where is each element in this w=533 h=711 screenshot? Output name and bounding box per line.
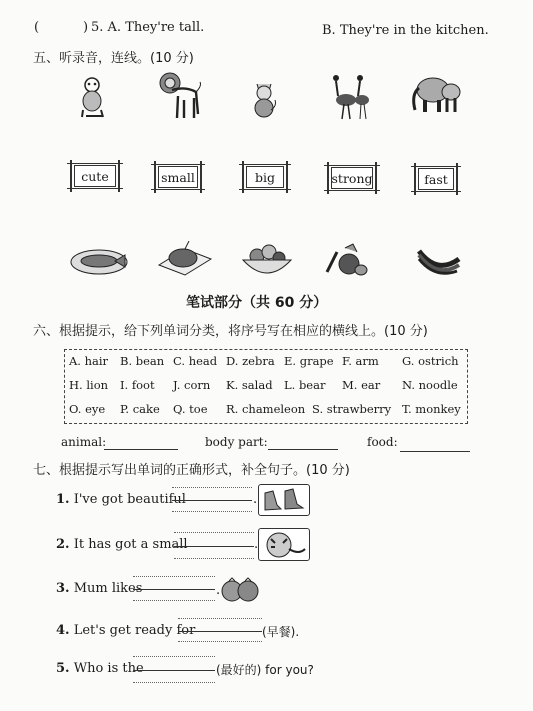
word-strong: strong (331, 170, 373, 186)
hint-best: (最好的) for you? (216, 663, 314, 677)
q5-paren-open: ( (34, 20, 40, 35)
guide-line (174, 558, 254, 559)
guide-line (178, 641, 262, 642)
item-number: 5. (56, 661, 70, 676)
word-bank-item: D. zebra (226, 354, 275, 368)
sentence-end: . (253, 492, 258, 507)
word-bank-item: G. ostrich (402, 354, 459, 368)
word-sign-fast (418, 168, 454, 190)
shoes-icon (258, 484, 310, 516)
elephant-icon (409, 74, 461, 114)
ostrich-icon (330, 72, 370, 120)
lion-icon (158, 72, 202, 120)
sentence-text: Mum likes (73, 581, 143, 596)
category-body-part-label: body part: (205, 435, 268, 449)
word-bank-item: O. eye (69, 402, 106, 416)
word-bank-item: S. strawberry (312, 402, 392, 416)
word-bank-item: T. monkey (402, 402, 461, 416)
word-sign-strong (331, 167, 373, 189)
answer-blank-5[interactable] (133, 670, 215, 671)
guide-line (133, 600, 215, 601)
guide-line (174, 532, 254, 533)
category-food-blank[interactable] (400, 451, 470, 452)
bananas-icon (413, 245, 463, 277)
sentence-text: Who is the (73, 661, 144, 676)
word-bank-item: N. noodle (402, 378, 458, 392)
word-bank-item: P. cake (120, 402, 160, 416)
word-sign-cute (74, 165, 116, 187)
word-bank-item: L. bear (284, 378, 326, 392)
steak-icon (155, 241, 213, 277)
vegetables-icon (323, 242, 369, 278)
q5-option-a: 5. A. They're tall. (91, 20, 205, 35)
guide-line (172, 487, 252, 488)
tiger-icon (258, 528, 310, 561)
word-bank-item: A. hair (69, 354, 109, 368)
sentence-1 (56, 492, 186, 507)
guide-line (133, 576, 215, 577)
word-sign-big (246, 166, 284, 188)
word-small: small (161, 169, 195, 185)
word-sign-small (158, 166, 198, 188)
fruit-bowl-icon (239, 242, 295, 280)
sentence-end: . (216, 583, 221, 598)
section6-title: 六、根据提示，给下列单词分类，将序号写在相应的横线上。(10 分) (33, 324, 428, 339)
sentence-2 (56, 537, 188, 552)
sentence-3 (56, 581, 142, 596)
item-number: 4. (56, 623, 70, 638)
word-bank-item: M. ear (342, 378, 381, 392)
category-animal-label: animal: (61, 435, 107, 449)
word-bank-item: F. arm (342, 354, 379, 368)
word-bank-item: H. lion (69, 378, 109, 392)
q5-option-b: B. They're in the kitchen. (322, 23, 489, 38)
answer-blank-2[interactable] (174, 546, 254, 547)
category-body-part-blank[interactable] (268, 449, 338, 450)
sentence-4 (56, 623, 195, 638)
q5-paren-close: ) (83, 20, 89, 35)
word-bank-item: K. salad (226, 378, 273, 392)
guide-line (178, 618, 262, 619)
written-part-heading: 笔试部分（共 60 分） (186, 295, 328, 311)
sentence-text: Let's get ready for (73, 623, 196, 638)
word-bank-item: C. head (173, 354, 218, 368)
word-bank-item: E. grape (284, 354, 334, 368)
word-cute: cute (81, 168, 109, 184)
item-number: 1. (56, 492, 70, 507)
sentence-text: I've got beautiful (73, 492, 186, 507)
answer-blank-4[interactable] (178, 631, 262, 632)
word-big: big (254, 169, 275, 185)
category-animal-blank[interactable] (104, 449, 178, 450)
section5-title: 五、听录音，连线。(10 分) (33, 51, 194, 66)
item-number: 3. (56, 581, 70, 596)
word-bank-item: R. chameleon (226, 402, 306, 416)
word-bank-item: J. corn (173, 378, 211, 392)
guide-line (133, 656, 215, 657)
sentence-text: It has got a small (73, 537, 188, 552)
word-bank-item: I. foot (120, 378, 155, 392)
sentence-5 (56, 661, 144, 676)
guide-line (133, 682, 215, 683)
word-bank (64, 349, 468, 424)
guide-line (172, 511, 252, 512)
word-fast: fast (424, 171, 448, 187)
category-food-label: food: (367, 435, 398, 449)
word-bank-item: Q. toe (173, 402, 208, 416)
hint-breakfast: (早餐). (262, 625, 300, 639)
item-number: 2. (56, 537, 70, 552)
tomatoes-icon (221, 572, 259, 604)
fish-plate-icon (69, 246, 129, 276)
answer-blank-3[interactable] (133, 589, 215, 590)
cat-icon (251, 80, 277, 118)
monkey-icon (78, 76, 106, 118)
sentence-end: . (254, 537, 259, 552)
word-bank-item: B. bean (120, 354, 165, 368)
answer-blank-1[interactable] (172, 500, 252, 501)
section7-title: 七、根据提示写出单词的正确形式，补全句子。(10 分) (33, 463, 350, 478)
